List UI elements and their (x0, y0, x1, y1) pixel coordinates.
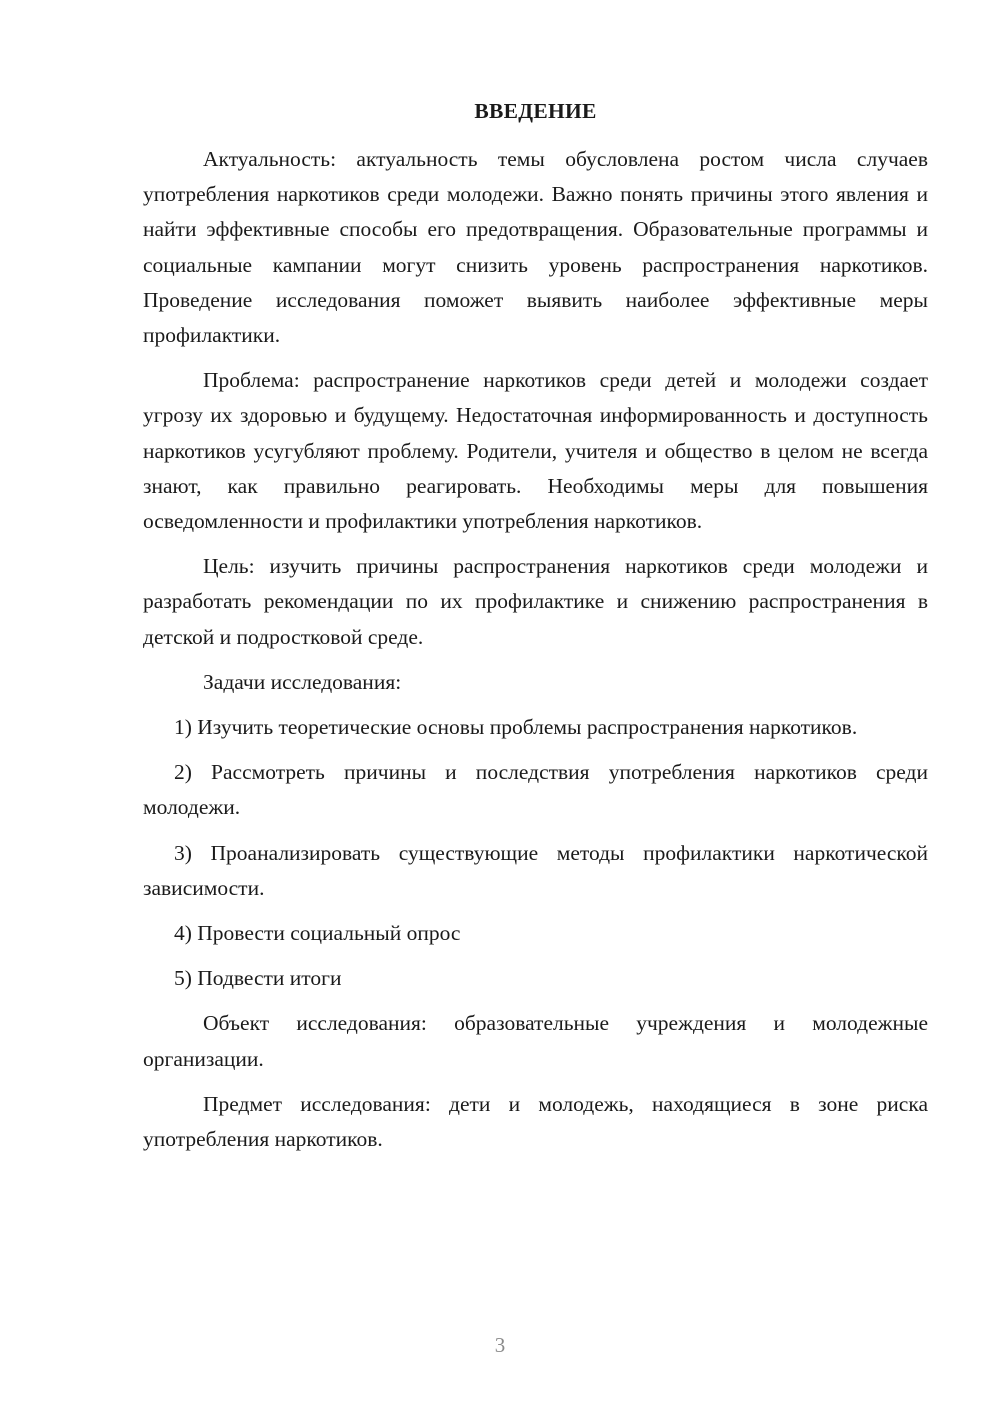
task-list (143, 710, 928, 996)
paragraph-object: Объект исследования: образовательные учреждения и молодежные организации. (143, 1011, 928, 1071)
page-number: 3 (494, 1333, 506, 1357)
task-item-4: 4) Провести социальный опрос (174, 921, 461, 946)
paragraph-problem: Проблема: распространение наркотиков среди детей и молодежи создает угрозу их здоровью и будущему. Недостаточная информированность и доступность наркотиков усугубляют проблему. Родители, учителя и общество в целом не всегда знают, как правильно реагировать. Необходимы меры для повышения осведомленности и профилактики употребления наркотиков. (143, 368, 928, 534)
paragraph-relevance: Актуальность: актуальность темы обусловлена ростом числа случаев употребления наркотиков среди молодежи. Важно понять причины этого явления и найти эффективные способы его предотвращения. Образовательные программы и социальные кампании могут снизить уровень распространения наркотиков. Проведение исследования поможет выявить наиболее эффективные меры профилактики. (143, 147, 928, 348)
task-item-1: 1) Изучить теоретические основы проблемы распространения наркотиков. (174, 715, 858, 740)
page-content (143, 96, 928, 1157)
section-title: ВВЕДЕНИЕ (474, 99, 597, 123)
task-item-3: 3) Проанализировать существующие методы профилактики наркотической зависимости. (143, 840, 928, 900)
paragraph-subject: Предмет исследования: дети и молодежь, находящиеся в зоне риска употребления наркотиков. (143, 1091, 928, 1152)
paragraph-goal: Цель: изучить причины распространения наркотиков среди молодежи и разработать рекомендации по их профилактике и снижению распространения в детской и подростковой среде. (143, 554, 928, 649)
task-item-2: 2) Рассмотреть причины и последствия употребления наркотиков среди молодежи. (143, 760, 928, 820)
task-item-5: 5) Подвести итоги (174, 966, 342, 991)
tasks-heading: Задачи исследования: (203, 669, 402, 694)
